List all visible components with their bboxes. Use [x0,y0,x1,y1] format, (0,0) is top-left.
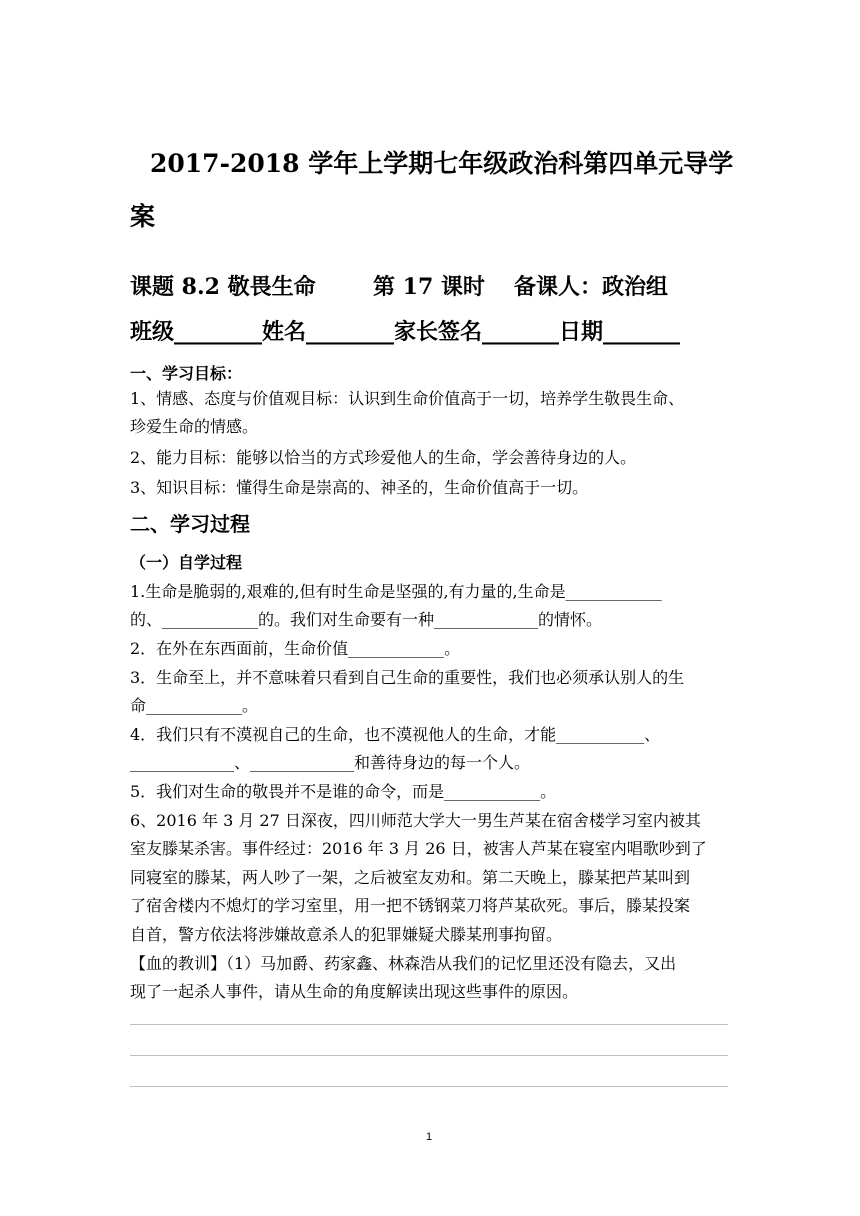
answer-line[interactable] [130,1086,728,1087]
study-line: 1.生命是脆弱的,艰难的,但有时生命是坚强的,有力量的,生命是____________ [130,582,662,601]
answer-line[interactable] [130,1024,728,1025]
page-number: 1 [426,1131,433,1143]
study-line: 室友滕某杀害。事件经过：2016 年 3 月 26 日，被害人芦某在寝室内唱歌吵到了 [130,839,707,858]
lesson-topic: 课题 8.2 敬畏生命 [130,274,316,300]
study-line: 3．生命至上，并不意味着只看到自己生命的重要性，我们也必须承认别人的生 [130,668,685,687]
goal-1-line1: 1、情感、态度与价值观目标：认识到生命价值高于一切，培养学生敬畏生命、 [130,389,685,408]
answer-line[interactable] [130,1055,728,1056]
study-line: 5．我们对生命的敬畏并不是谁的命令，而是____________。 [130,782,557,801]
lesson-period: 第 17 课时 [373,274,485,300]
study-line: 现了一起杀人事件，请从生命的角度解读出现这些事件的原因。 [130,982,579,1001]
study-line: 命____________。 [130,696,259,715]
doc-title-line1: 2017-2018 学年上学期七年级政治科第四单元导学 [150,149,734,178]
study-line: 【血的教训】（1）马加爵、药家鑫、林森浩从我们的记忆里还没有隐去，又出 [130,954,677,973]
goal-2: 2、能力目标：能够以恰当的方式珍爱他人的生命，学会善待身边的人。 [130,448,637,467]
study-line: 6、2016 年 3 月 27 日深夜，四川师范大学大一男生芦某在宿舍楼学习室内被其 [130,811,701,830]
student-info-line: 班级________姓名________家长签名_______日期_______ [130,319,681,345]
study-line: 自首，警方依法将涉嫌故意杀人的犯罪嫌疑犬滕某刑事拘留。 [130,925,563,944]
study-line: _____________、_____________和善待身边的每一个人。 [130,753,531,772]
doc-title-line2: 案 [130,202,156,231]
goal-3: 3、知识目标：懂得生命是崇高的、神圣的，生命价值高于一切。 [130,478,589,497]
study-line: 的、____________的。我们对生命要有一种_____________的情怀。 [130,610,603,629]
section2-heading: 二、学习过程 [130,512,250,536]
study-line: 了宿舍楼内不熄灯的学习室里，用一把不锈钢菜刀将芦某砍死。事后，滕某投案 [130,896,691,915]
study-line: 同寝室的滕某，两人吵了一架，之后被室友劝和。第二天晚上，滕某把芦某叫到 [130,868,691,887]
lesson-preparer: 备课人：政治组 [514,274,669,300]
self-study-heading: （一）自学过程 [130,553,243,572]
goal-1-line2: 珍爱生命的情感。 [130,417,259,436]
section1-heading: 一、学习目标： [130,364,243,383]
study-line: 4．我们只有不漠视自己的生命，也不漠视他人的生命，才能___________、 [130,725,661,744]
study-line: 2．在外在东西面前，生命价值____________。 [130,639,461,658]
